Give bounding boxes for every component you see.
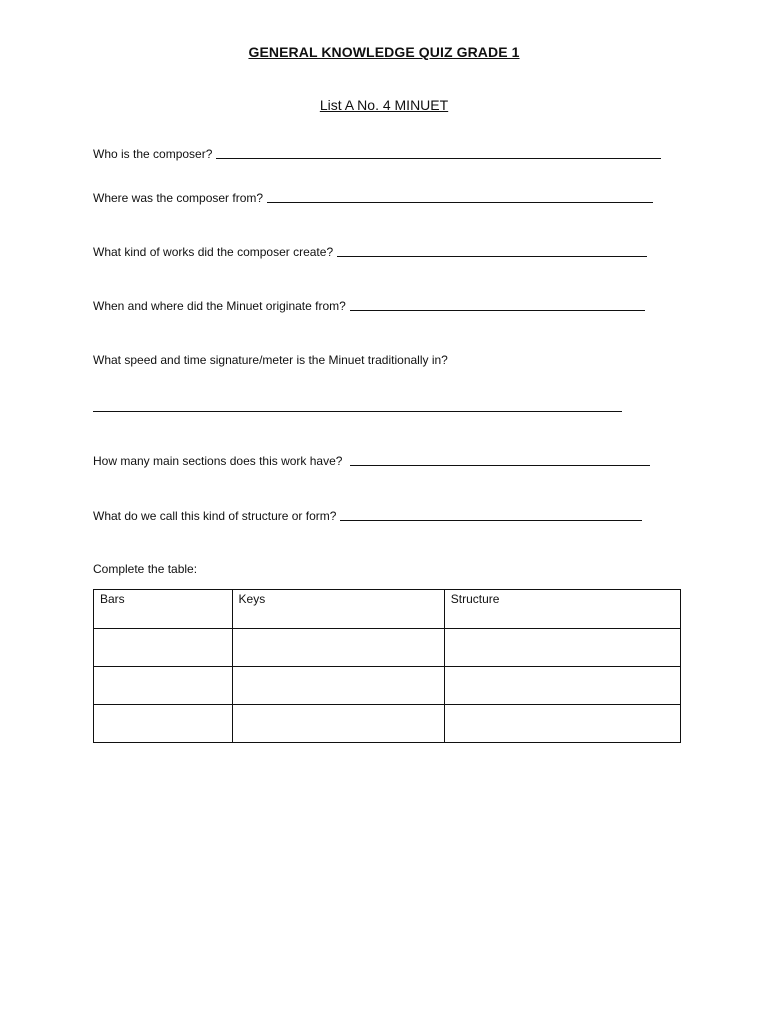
- question-label: Who is the composer?: [93, 147, 213, 161]
- table-cell-bars[interactable]: [94, 629, 233, 667]
- analysis-table: [93, 589, 681, 743]
- answer-blank-composer-works[interactable]: [337, 244, 647, 257]
- table-cell-structure[interactable]: [444, 667, 680, 705]
- table-header-row: [94, 590, 681, 629]
- table-cell-keys[interactable]: [232, 705, 444, 743]
- column-header-structure: Structure: [444, 590, 680, 629]
- question-label: Where was the composer from?: [93, 191, 264, 205]
- page-subtitle: List A No. 4 MINUET: [319, 97, 449, 113]
- question-label: What speed and time signature/meter is the Minuet traditionally in?: [93, 353, 448, 367]
- question-label: What do we call this kind of structure or form?: [93, 509, 337, 523]
- answer-blank-main-sections[interactable]: [350, 453, 650, 466]
- answer-blank-speed-meter[interactable]: [93, 411, 622, 412]
- column-header-bars: Bars: [94, 590, 233, 629]
- question-minuet-origin: [93, 298, 645, 313]
- column-header-keys: Keys: [232, 590, 444, 629]
- question-main-sections: [93, 453, 650, 468]
- answer-blank-composer[interactable]: [216, 146, 661, 159]
- page-title: GENERAL KNOWLEDGE QUIZ GRADE 1: [248, 44, 520, 60]
- question-composer: [93, 146, 661, 161]
- table-row: [94, 629, 681, 667]
- table-cell-keys[interactable]: [232, 629, 444, 667]
- answer-blank-minuet-origin[interactable]: [350, 298, 645, 311]
- table-cell-structure[interactable]: [444, 629, 680, 667]
- question-label: How many main sections does this work have?: [93, 454, 343, 468]
- table-cell-bars[interactable]: [94, 667, 233, 705]
- question-composer-works: [93, 244, 647, 259]
- table-row: [94, 705, 681, 743]
- table-row: [94, 667, 681, 705]
- answer-blank-structure-form[interactable]: [340, 508, 642, 521]
- question-composer-origin: [93, 190, 653, 205]
- table-cell-structure[interactable]: [444, 705, 680, 743]
- question-label: What kind of works did the composer create?: [93, 245, 334, 259]
- answer-blank-composer-origin[interactable]: [267, 190, 653, 203]
- table-prompt: Complete the table:: [93, 562, 198, 576]
- table-cell-keys[interactable]: [232, 667, 444, 705]
- table-cell-bars[interactable]: [94, 705, 233, 743]
- question-label: When and where did the Minuet originate from?: [93, 299, 346, 313]
- question-speed-meter: [93, 353, 448, 367]
- question-structure-form: [93, 508, 642, 523]
